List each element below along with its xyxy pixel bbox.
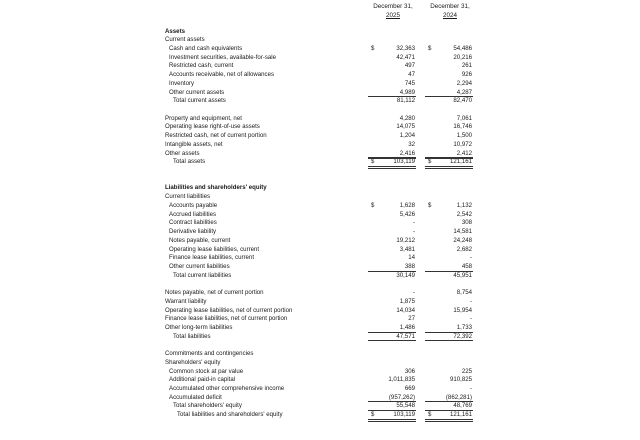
row-label: Operating lease liabilities, current — [169, 245, 260, 253]
row-label: Inventory — [169, 79, 195, 87]
value-2024: 2,542 — [456, 210, 472, 218]
currency-symbol: $ — [371, 201, 375, 209]
value-2024: 910,825 — [449, 376, 472, 384]
currency-symbol: $ — [428, 411, 432, 419]
table-row — [0, 367, 640, 376]
value-2024: 48,769 — [453, 402, 472, 410]
table-row — [0, 88, 640, 97]
value-2025: 19,212 — [396, 236, 415, 244]
row-label: Commitments and contingencies — [165, 350, 254, 358]
value-2024: 2,412 — [456, 149, 472, 157]
column-header-year: 2024 — [442, 12, 457, 19]
row-label: Investment securities, available-for-sale — [169, 53, 277, 61]
row-label: Accounts receivable, net of allowances — [169, 71, 275, 79]
value-2025: 14 — [408, 254, 415, 262]
row-label: Finance lease liabilities, net of current portion — [165, 315, 288, 323]
table-row — [0, 253, 640, 262]
value-2024: 121,161 — [449, 158, 472, 166]
row-label: Total shareholders' equity — [173, 402, 242, 410]
table-row — [0, 349, 640, 358]
table-row — [0, 218, 640, 227]
value-2024: - — [469, 385, 472, 393]
column-header-2024 — [420, 2, 480, 20]
value-2025: (957,262) — [388, 393, 415, 401]
row-label: Notes payable, current — [169, 236, 231, 244]
row-label: Notes payable, net of current portion — [165, 289, 264, 297]
row-label: Contract liabilities — [169, 219, 217, 227]
value-2024: 14,581 — [453, 228, 472, 236]
value-2024: 1,132 — [456, 201, 472, 209]
row-label: Additional paid-in capital — [169, 376, 236, 384]
value-2025: 103,119 — [393, 158, 415, 166]
currency-symbol: $ — [371, 411, 375, 419]
value-2024: 10,972 — [453, 140, 472, 148]
value-2025: 1,875 — [399, 297, 415, 305]
row-label: Warrant liability — [165, 297, 207, 305]
value-2025: - — [412, 219, 415, 227]
row-label: Current assets — [165, 36, 205, 44]
value-2025: 388 — [404, 262, 415, 270]
column-header-date: December 31, — [373, 3, 413, 10]
row-label: Other current liabilities — [169, 262, 230, 270]
table-row — [0, 401, 640, 410]
row-label: Shareholders' equity — [165, 358, 221, 366]
table-row — [0, 79, 640, 88]
row-label: Total current assets — [173, 97, 226, 105]
value-2024: 20,216 — [453, 53, 472, 61]
value-2024: 225 — [461, 367, 472, 375]
value-2024: - — [469, 297, 472, 305]
value-2024: 8,754 — [456, 289, 472, 297]
table-row — [0, 157, 640, 166]
spacer-row — [0, 340, 640, 349]
table-row — [0, 375, 640, 384]
value-2024: 1,733 — [456, 323, 472, 331]
table-row — [0, 358, 640, 367]
value-2025: 1,628 — [399, 201, 415, 209]
total-rule-top — [425, 158, 473, 159]
table-row — [0, 149, 640, 158]
table-row — [0, 201, 640, 210]
value-2024: 4,287 — [456, 88, 472, 96]
value-2024: 16,746 — [453, 123, 472, 131]
row-label: Total current liabilities — [173, 271, 232, 279]
table-row — [0, 35, 640, 44]
row-label: Common stock at par value — [169, 367, 244, 375]
table-row — [0, 44, 640, 53]
value-2025: 3,481 — [399, 245, 415, 253]
table-row — [0, 410, 640, 419]
value-2025: 30,149 — [396, 271, 415, 279]
row-label: Total assets — [173, 158, 206, 166]
row-label: Accumulated deficit — [169, 393, 222, 401]
row-label: Restricted cash, current — [169, 62, 234, 70]
value-2025: - — [412, 228, 415, 236]
value-2024: 72,392 — [453, 332, 472, 340]
value-2025: 55,548 — [396, 402, 415, 410]
value-2025: 81,112 — [396, 97, 415, 105]
table-row — [0, 288, 640, 297]
value-2025: 1,486 — [399, 323, 415, 331]
table-row — [0, 314, 640, 323]
section-heading: Assets — [165, 27, 185, 35]
value-2025: 1,204 — [399, 132, 415, 140]
table-row — [0, 183, 640, 192]
value-2025: 1,011,835 — [388, 376, 415, 384]
table-row — [0, 297, 640, 306]
table-row — [0, 323, 640, 332]
table-row — [0, 140, 640, 149]
row-label: Property and equipment, net — [165, 114, 242, 122]
currency-symbol: $ — [371, 158, 375, 166]
value-2024: 7,061 — [456, 114, 472, 122]
table-row — [0, 122, 640, 131]
table-row — [0, 332, 640, 341]
row-label: Other long-term liabilities — [165, 323, 233, 331]
column-header-date: December 31, — [430, 3, 470, 10]
table-row — [0, 131, 640, 140]
value-2025: 4,280 — [399, 114, 415, 122]
value-2024: 1,500 — [456, 132, 472, 140]
value-2024: 82,470 — [453, 97, 472, 105]
value-2025: 2,416 — [399, 149, 415, 157]
spacer-row — [0, 105, 640, 114]
total-rule-top — [368, 410, 416, 411]
spacer-row — [0, 279, 640, 288]
column-header-year: 2025 — [385, 12, 400, 19]
row-label: Derivative liability — [169, 228, 217, 236]
table-row — [0, 236, 640, 245]
value-2024: 2,682 — [456, 245, 472, 253]
value-2024: 308 — [461, 219, 472, 227]
value-2024: 261 — [461, 62, 472, 70]
table-row — [0, 70, 640, 79]
currency-symbol: $ — [371, 44, 375, 52]
column-header-2025 — [363, 2, 423, 20]
total-double-rule — [425, 419, 473, 423]
value-2024: 54,486 — [453, 44, 472, 52]
value-2024: (862,281) — [445, 393, 472, 401]
row-label: Accumulated other comprehensive income — [169, 385, 285, 393]
row-label: Total liabilities — [173, 332, 211, 340]
value-2025: 306 — [404, 367, 415, 375]
row-label: Finance lease liabilities, current — [169, 254, 255, 262]
value-2024: 458 — [461, 262, 472, 270]
row-label: Intangible assets, net — [165, 140, 223, 148]
value-2025: 669 — [404, 385, 415, 393]
value-2025: 745 — [404, 79, 415, 87]
table-row — [0, 384, 640, 393]
value-2024: - — [469, 254, 472, 262]
value-2025: 5,426 — [399, 210, 415, 218]
currency-symbol: $ — [428, 44, 432, 52]
value-2025: 497 — [404, 62, 415, 70]
value-2025: 42,471 — [396, 53, 415, 61]
total-rule-top — [425, 410, 473, 411]
value-2024: 926 — [461, 71, 472, 79]
value-2024: - — [469, 315, 472, 323]
value-2024: 121,161 — [449, 411, 472, 419]
currency-symbol: $ — [428, 201, 432, 209]
total-rule-top — [368, 158, 416, 159]
table-row — [0, 53, 640, 62]
row-label: Restricted cash, net of current portion — [165, 132, 267, 140]
value-2025: 32 — [408, 140, 415, 148]
value-2025: - — [412, 289, 415, 297]
row-label: Operating lease liabilities, net of current portion — [165, 306, 293, 314]
table-row — [0, 96, 640, 105]
row-label: Accounts payable — [169, 201, 218, 209]
value-2024: 2,294 — [456, 79, 472, 87]
spacer-row — [0, 166, 640, 175]
spacer-row — [0, 175, 640, 184]
table-row — [0, 27, 640, 36]
table-row — [0, 262, 640, 271]
table-row — [0, 306, 640, 315]
table-row — [0, 393, 640, 402]
row-label: Accrued liabilities — [169, 210, 217, 218]
total-double-rule — [368, 419, 416, 423]
value-2025: 47,571 — [396, 332, 415, 340]
value-2025: 47 — [408, 71, 415, 79]
row-label: Current liabilities — [165, 193, 211, 201]
value-2025: 14,034 — [396, 306, 415, 314]
row-label: Cash and cash equivalents — [169, 44, 243, 52]
table-row — [0, 61, 640, 70]
value-2024: 24,248 — [453, 236, 472, 244]
currency-symbol: $ — [428, 158, 432, 166]
table-row — [0, 271, 640, 280]
value-2025: 14,075 — [396, 123, 415, 131]
row-label: Operating lease right-of-use assets — [165, 123, 260, 131]
table-row — [0, 227, 640, 236]
value-2025: 32,363 — [396, 44, 415, 52]
table-row — [0, 210, 640, 219]
row-label: Total liabilities and shareholders' equity — [177, 411, 283, 419]
value-2024: 45,951 — [453, 271, 472, 279]
value-2024: 15,954 — [453, 306, 472, 314]
section-heading: Liabilities and shareholders' equity — [165, 184, 267, 192]
table-row — [0, 192, 640, 201]
table-row — [0, 245, 640, 254]
value-2025: 4,989 — [399, 88, 415, 96]
row-label: Other assets — [165, 149, 200, 157]
value-2025: 103,119 — [393, 411, 415, 419]
row-label: Other current assets — [169, 88, 225, 96]
value-2025: 27 — [408, 315, 415, 323]
table-row — [0, 114, 640, 123]
